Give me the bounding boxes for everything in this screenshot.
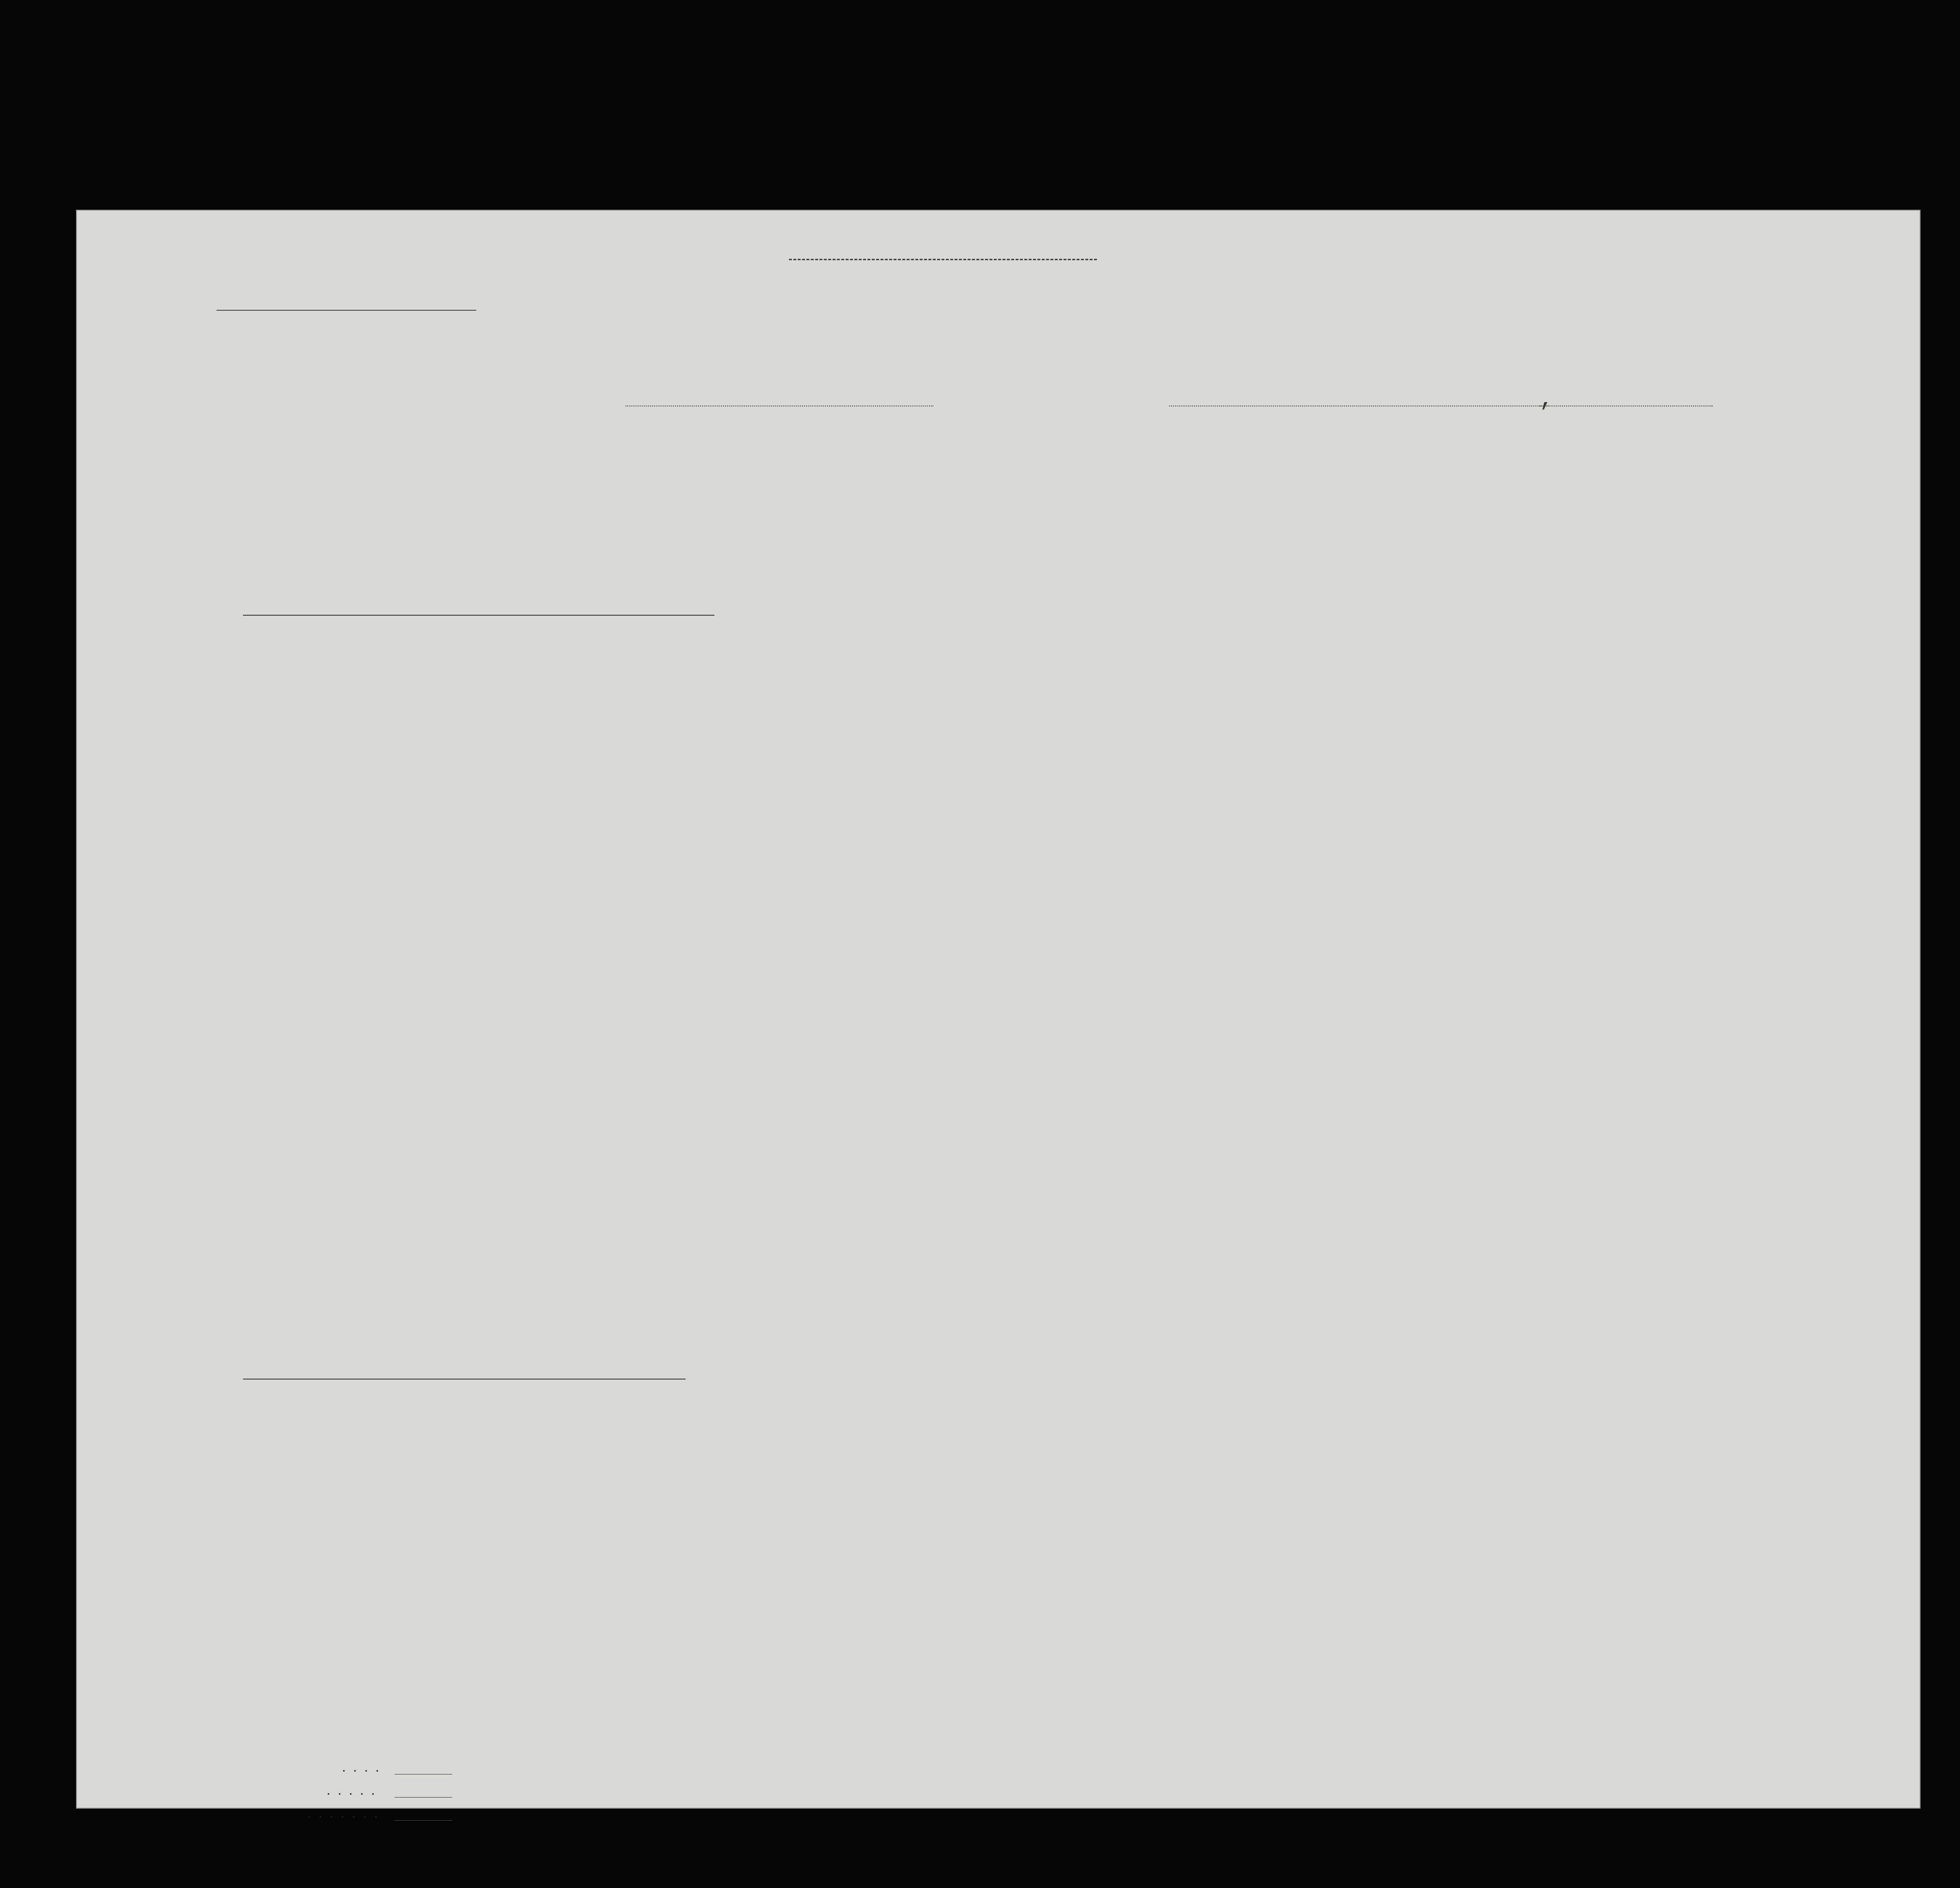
manifest-sheet — [76, 210, 1921, 1820]
sailing-comma: , — [1540, 387, 1553, 413]
aliens-dots: . . . . . . . — [308, 1810, 381, 1820]
transit-underline — [789, 259, 1097, 260]
sailing-from-line — [1169, 405, 1549, 406]
citizens-underline — [395, 1797, 452, 1798]
aliens-underline — [395, 1820, 452, 1821]
ship-name-line — [625, 405, 933, 406]
citizens-dots: . . . . . — [327, 1787, 378, 1797]
sailing-date-line — [1540, 405, 1713, 406]
list-underline — [216, 310, 476, 311]
total-dots: . . . . — [343, 1763, 382, 1774]
manifest-table — [111, 427, 1886, 1736]
section-bilbao-underline — [243, 615, 714, 616]
section-gijon-underline — [243, 1379, 686, 1380]
